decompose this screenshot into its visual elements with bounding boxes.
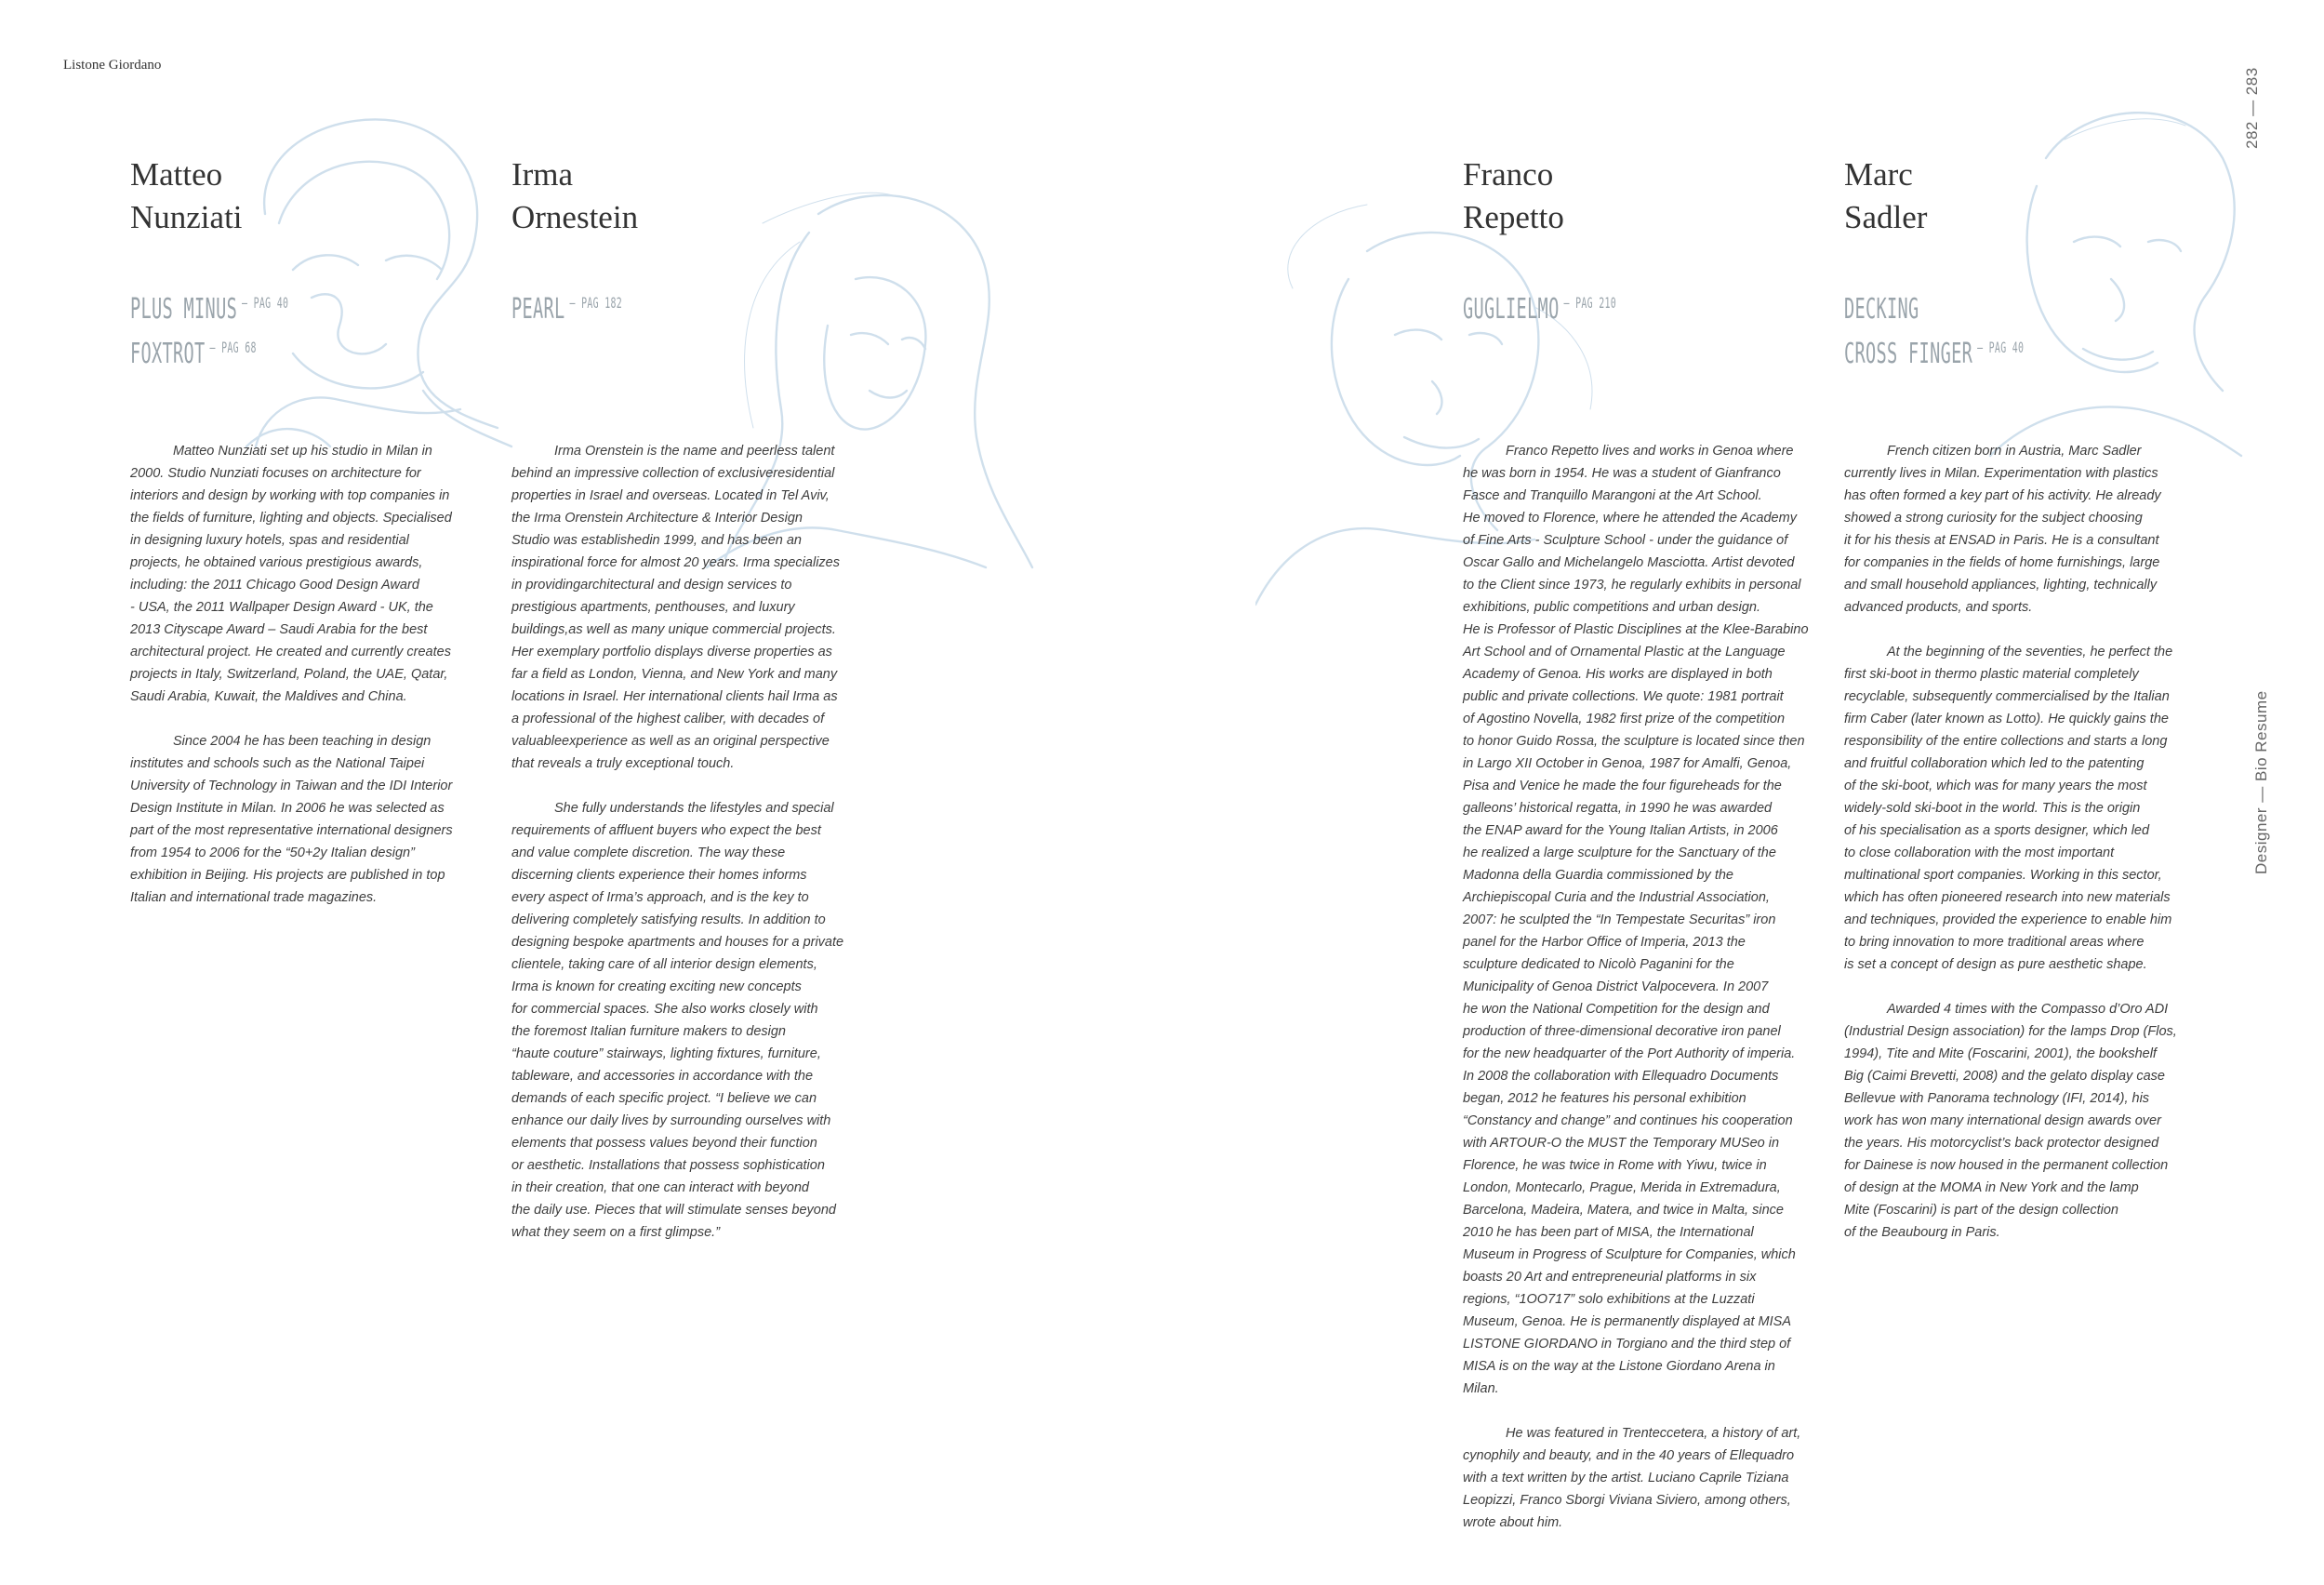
section-label: Designer — Bio Resume xyxy=(2252,690,2270,874)
designer-bio xyxy=(1463,440,1835,1556)
bio-paragraph: Matteo Nunziati set up his studio in Milan in 2000. Studio Nunziati focuses on architecture for interiors and design by working with top companies in the fields of furniture, lighting and objects. Specialised in designing luxury hotels, spas and residential projects, he obtained various prestigious awards, including: the 2011 Chicago Good Design Award - USA, the 2011 Wallpaper Design Award - UK, the 2013 Cityscape Award – Saudi Arabia for the best architectural project. He created and currently creates projects in Italy, Switzerland, Poland, the UAE, Qatar, Saudi Arabia, Kuwait, the Maldives and China. xyxy=(130,444,452,704)
product-guglielmo[interactable]: GUGLIELMO $^{- PAG 210}$ xyxy=(1463,293,1617,326)
designer-nunziati xyxy=(130,153,502,905)
bio-paragraph: French citizen born in Austria, Marc Sadler currently lives in Milan. Experimentation with plastics has often formed a key part of his activity. He already showed a strong curiosity for the subject choosing it for his thesis at ENSAD in Paris. He is a consultant for companies in the fields of home furnishings, large and small household appliances, lighting, technically advanced products, and sports. xyxy=(1844,444,2161,615)
bio-paragraph: Since 2004 he has been teaching in design institutes and schools such as the National Taipei University of Technology in Taiwan and the IDI Interior Design Institute in Milan. In 2006 he was selected as part of the most representative international designers from 1954 to 2006 for the “50+2y Italian design” exhibition in Beijing. His projects are published in top Italian and international trade magazines. xyxy=(130,734,453,905)
product-cross-finger[interactable]: CROSS FINGER $^{- PAG 40}$ xyxy=(1844,338,2025,370)
designer-name: Franco Repetto xyxy=(1463,156,1564,235)
product-decking[interactable]: DECKING xyxy=(1844,293,1919,326)
designer-ornestein xyxy=(511,153,883,1240)
bio-paragraph: Irma Orenstein is the name and peerless talent behind an impressive collection of exclusiveresidential properties in Israel and overseas. Located in Tel Aviv, the Irma Orenstein Architecture & Interior Design Studio was establishedin 1999, and has been an inspirational force for almost 20 years. Irma specializes in providingarchitectural and design services to prestigious apartments, penthouses, and luxury buildings,as well as many unique commercial projects. Her exemplary portfolio displays diverse properties as far a field as London, Vienna, and New York and many locations in Israel. Her international clients hail Irma as a professional of the highest caliber, with decades of valuableexperience as well as an original perspective that reveals a truly exceptional touch. xyxy=(511,444,840,771)
designer-repetto xyxy=(1463,153,1835,1530)
page-numbers: 282 — 283 xyxy=(2243,67,2261,149)
bio-paragraph: He was featured in Trenteccetera, a history of art, cynophily and beauty, and in the 40 years of Ellequadro with a text written by the artist. Luciano Caprile Tiziana Leopizzi, Franco Sborgi Viviana Siviero, among others, wrote about him. xyxy=(1463,1426,1801,1530)
designer-name: Marc Sadler xyxy=(1844,156,1928,235)
designer-bio xyxy=(511,440,883,1266)
page-ref: – PAG 40 xyxy=(242,294,289,312)
designer-name: Matteo Nunziati xyxy=(130,156,243,235)
designer-bio xyxy=(1844,440,2216,1266)
page-ref: – PAG 68 xyxy=(209,339,257,356)
designer-name: Irma Ornestein xyxy=(511,156,639,235)
page-ref: – PAG 210 xyxy=(1563,294,1617,312)
product-foxtrot[interactable]: FOXTROT $^{- PAG 68}$ xyxy=(130,338,257,370)
designer-sadler xyxy=(1844,153,2216,1240)
brand-name: Listone Giordano xyxy=(63,58,162,73)
page-ref: – PAG 40 xyxy=(1977,339,2025,356)
page-ref: – PAG 182 xyxy=(569,294,623,312)
portrait-sadler-illustration xyxy=(1972,84,2251,465)
designer-bio xyxy=(130,440,502,931)
product-pearl[interactable]: PEARL $^{- PAG 182}$ xyxy=(511,293,623,326)
bio-paragraph: At the beginning of the seventies, he perfect the first ski-boot in thermo plastic material completely recyclable, subsequently commercialised by the Italian firm Caber (later known as Lotto). He quickly gains the responsibility of the entire collections and starts a long and fruitful collaboration which led to the patenting of the ski-boot, which was for many years the most widely-sold ski-boot in the world. This is the origin of his specialisation as a sports designer, which led to close collaboration with the most important multinational sport companies. Working in this sector, which has often pioneered research into new materials and techniques, provided the experience to enable him to bring innovation to more traditional areas where is set a concept of design as pure aesthetic shape. xyxy=(1844,645,2173,972)
bio-paragraph: She fully understands the lifestyles and special requirements of affluent buyers who expect the best and value complete discretion. The way these discerning clients experience their homes informs every aspect of Irma’s approach, and is the key to delivering completely satisfying results. In addition to designing bespoke apartments and houses for a private clientele, taking care of all interior design elements, Irma is known for creating exciting new concepts for commercial spaces. She also works closely with the foremost Italian furniture makers to design “haute couture” stairways, lighting fixtures, furniture, tableware, and accessories in accordance with the demands of each specific project. “I believe we can enhance our daily lives by surrounding ourselves with elements that possess values beyond their function or aesthetic. Installations that possess sophistication in their creation, that one can interact with beyond the daily use. Pieces that will stimulate senses beyond what they seem on a first glimpse.” xyxy=(511,801,844,1240)
bio-paragraph: Awarded 4 times with the Compasso d’Oro ADI (Industrial Design association) for the lamps Drop (Flos, 1994), Tite and Mite (Foscarini, 2001), the bookshelf Big (Caimi Brevetti, 2008) and the gelato display case Bellevue with Panorama technology (IFI, 2014), his work has won many international design awards over the years. His motorcyclist’s back protector designed for Dainese is now housed in the permanent collection of design at the MOMA in New York and the lamp Mite (Foscarini) is part of the design collection of the Beaubourg in Paris. xyxy=(1844,1002,2177,1240)
bio-paragraph: Franco Repetto lives and works in Genoa where he was born in 1954. He was a student of Gianfranco Fasce and Tranquillo Marangoni at the Art School. He moved to Florence, where he attended the Academy of Fine Arts - Sculpture School - under the guidance of Oscar Gallo and Michelangelo Masciotta. Artist devoted to the Client since 1973, he regularly exhibits in personal exhibitions, public competitions and urban design. He is Professor of Plastic Disciplines at the Klee-Barabino Art School and of Ornamental Plastic at the Language Academy of Genoa. His works are displayed in both public and private collections. We quote: 1981 portrait of Agostino Novella, 1982 first prize of the competition to honor Guido Rossa, the sculpture is located since then in Largo XII October in Genoa, 1987 for Amalfi, Genoa, Pisa and Venice he made the four figureheads for the galleons’ historical regatta, in 1990 he was awarded the ENAP award for the Young Italian Artists, in 2006 he realized a large sculpture for the Sanctuary of the Madonna della Guardia commissioned by the Archiepiscopal Curia and the Industrial Association, 2007: he sculpted the “In Tempestate Securitas” iron panel for the Harbor Office of Imperia, 2013 the sculpture dedicated to Nicolò Paganini for the Municipality of Genoa District Valpocevera. In 2007 he won the National Competition for the design and production of three-dimensional decorative iron panel for the new headquarter of the Port Authority of imperia. In 2008 the collaboration with Ellequadro Documents began, 2012 he features his personal exhibition “Constancy and change” and continues his cooperation with ARTOUR-O the MUST the Temporary MUSeo in Florence, he was twice in Rome with Yiwu, twice in London, Montecarlo, Prague, Merida in Extremadura, Barcelona, Madeira, Matera, and twice in Malta, since 2010 he has been part of MISA, the International Museum in Progress of Sculpture for Companies, which boasts 20 Art and entrepreneurial platforms in six regions, “1OO717” solo exhibitions at the Luzzati Museum, Genoa. He is permanently displayed at MISA LISTONE GIORDANO in Torgiano and the third step of MISA is on the way at the Listone Giordano Arena in Milan. xyxy=(1463,444,1809,1396)
product-plus-minus[interactable]: PLUS MINUS $^{- PAG 40}$ xyxy=(130,293,289,326)
